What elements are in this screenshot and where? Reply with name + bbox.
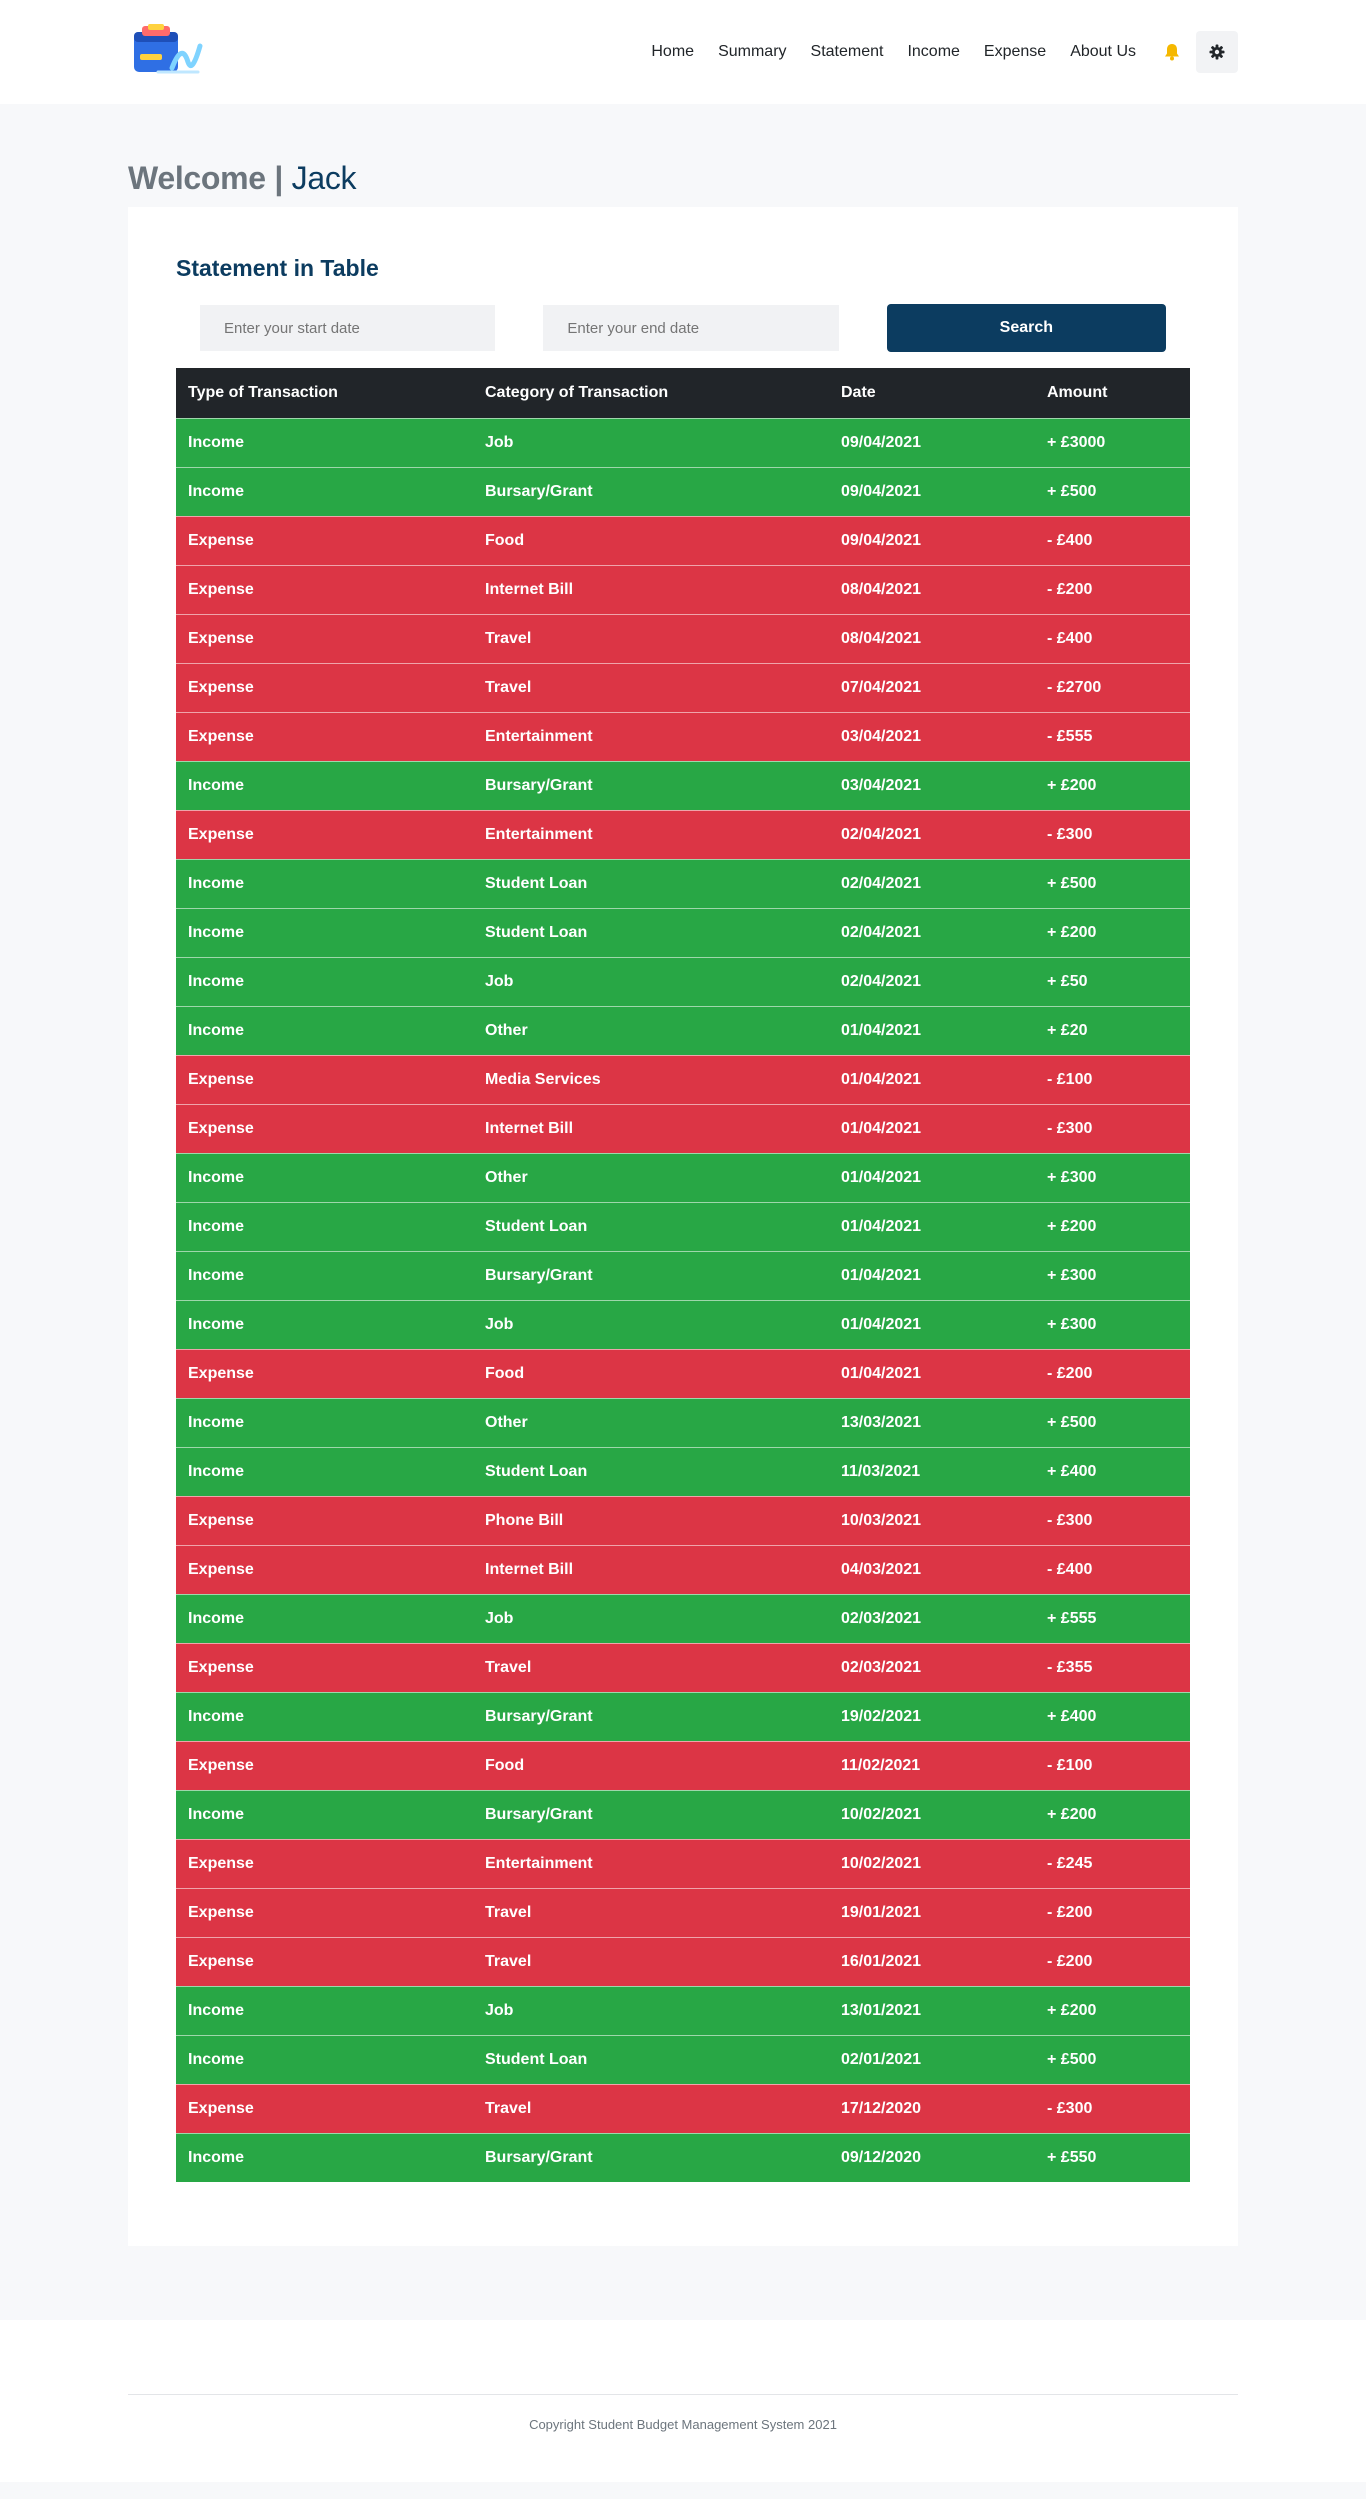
cell-type: Income xyxy=(176,859,473,908)
cell-category: Food xyxy=(473,1349,829,1398)
cell-category: Bursary/Grant xyxy=(473,761,829,810)
cell-category: Job xyxy=(473,1986,829,2035)
cell-category: Job xyxy=(473,1594,829,1643)
cell-amount: + £300 xyxy=(1035,1153,1190,1202)
table-row xyxy=(176,908,1190,957)
table-row xyxy=(176,1643,1190,1692)
cell-type: Income xyxy=(176,1447,473,1496)
table-row xyxy=(176,761,1190,810)
cell-category: Travel xyxy=(473,614,829,663)
cell-date: 01/04/2021 xyxy=(829,1202,1035,1251)
cell-amount: + £400 xyxy=(1035,1447,1190,1496)
cell-date: 19/02/2021 xyxy=(829,1692,1035,1741)
column-header-amount: Amount xyxy=(1035,368,1190,418)
cell-amount: + £500 xyxy=(1035,859,1190,908)
cell-date: 19/01/2021 xyxy=(829,1888,1035,1937)
cell-date: 10/02/2021 xyxy=(829,1839,1035,1888)
cell-date: 01/04/2021 xyxy=(829,1153,1035,1202)
cell-category: Other xyxy=(473,1153,829,1202)
cell-date: 02/01/2021 xyxy=(829,2035,1035,2084)
cell-category: Food xyxy=(473,1741,829,1790)
cell-date: 03/04/2021 xyxy=(829,761,1035,810)
cell-amount: + £500 xyxy=(1035,1398,1190,1447)
date-search-form xyxy=(176,304,1190,352)
cell-type: Income xyxy=(176,1398,473,1447)
nav-income[interactable]: Income xyxy=(907,43,960,60)
cell-type: Income xyxy=(176,908,473,957)
cell-amount: + £50 xyxy=(1035,957,1190,1006)
cell-category: Bursary/Grant xyxy=(473,2133,829,2182)
cell-date: 09/12/2020 xyxy=(829,2133,1035,2182)
cell-amount: - £555 xyxy=(1035,712,1190,761)
cell-type: Income xyxy=(176,1300,473,1349)
cell-amount: - £100 xyxy=(1035,1055,1190,1104)
table-row xyxy=(176,565,1190,614)
gear-icon xyxy=(1209,44,1225,60)
table-row xyxy=(176,1741,1190,1790)
cell-type: Income xyxy=(176,1202,473,1251)
cell-category: Food xyxy=(473,516,829,565)
cell-type: Expense xyxy=(176,663,473,712)
table-row xyxy=(176,1839,1190,1888)
cell-date: 11/02/2021 xyxy=(829,1741,1035,1790)
table-row xyxy=(176,614,1190,663)
footer xyxy=(0,2320,1366,2482)
cell-type: Expense xyxy=(176,712,473,761)
table-row xyxy=(176,1545,1190,1594)
cell-amount: - £300 xyxy=(1035,2084,1190,2133)
table-row xyxy=(176,1349,1190,1398)
column-header-type: Type of Transaction xyxy=(176,368,473,418)
cell-category: Travel xyxy=(473,2084,829,2133)
cell-amount: - £200 xyxy=(1035,1349,1190,1398)
bell-icon[interactable] xyxy=(1162,42,1182,62)
table-row xyxy=(176,467,1190,516)
cell-amount: + £500 xyxy=(1035,2035,1190,2084)
cell-date: 11/03/2021 xyxy=(829,1447,1035,1496)
cell-type: Expense xyxy=(176,1888,473,1937)
cell-type: Income xyxy=(176,1790,473,1839)
footer-divider xyxy=(128,2394,1238,2395)
cell-type: Expense xyxy=(176,1349,473,1398)
cell-type: Income xyxy=(176,957,473,1006)
cell-category: Student Loan xyxy=(473,2035,829,2084)
cell-amount: - £400 xyxy=(1035,614,1190,663)
cell-type: Income xyxy=(176,467,473,516)
cell-date: 01/04/2021 xyxy=(829,1104,1035,1153)
wallet-logo-icon[interactable] xyxy=(128,22,208,82)
cell-amount: - £355 xyxy=(1035,1643,1190,1692)
cell-amount: + £20 xyxy=(1035,1006,1190,1055)
cell-category: Travel xyxy=(473,1888,829,1937)
table-row xyxy=(176,1692,1190,1741)
table-row xyxy=(176,957,1190,1006)
nav-expense[interactable]: Expense xyxy=(983,43,1047,60)
cell-type: Expense xyxy=(176,614,473,663)
cell-date: 13/03/2021 xyxy=(829,1398,1035,1447)
statement-table xyxy=(176,368,1190,2182)
cell-type: Income xyxy=(176,2133,473,2182)
cell-date: 08/04/2021 xyxy=(829,565,1035,614)
navbar xyxy=(0,0,1366,104)
table-row xyxy=(176,1006,1190,1055)
cell-amount: + £200 xyxy=(1035,908,1190,957)
cell-date: 16/01/2021 xyxy=(829,1937,1035,1986)
cell-date: 02/04/2021 xyxy=(829,810,1035,859)
cell-amount: + £555 xyxy=(1035,1594,1190,1643)
cell-date: 02/03/2021 xyxy=(829,1643,1035,1692)
cell-category: Travel xyxy=(473,663,829,712)
table-row xyxy=(176,1496,1190,1545)
table-row xyxy=(176,1398,1190,1447)
footer-copyright: Copyright Student Budget Management System 2021 xyxy=(529,2417,837,2432)
statement-card xyxy=(128,207,1238,2246)
table-header-row xyxy=(176,368,1190,418)
cell-type: Income xyxy=(176,1594,473,1643)
end-date-input[interactable] xyxy=(543,305,838,351)
cell-amount: + £300 xyxy=(1035,1251,1190,1300)
column-header-date: Date xyxy=(829,368,1035,418)
cell-date: 01/04/2021 xyxy=(829,1251,1035,1300)
cell-date: 01/04/2021 xyxy=(829,1349,1035,1398)
cell-type: Expense xyxy=(176,516,473,565)
cell-date: 09/04/2021 xyxy=(829,418,1035,467)
cell-type: Income xyxy=(176,1251,473,1300)
cell-date: 10/02/2021 xyxy=(829,1790,1035,1839)
cell-category: Entertainment xyxy=(473,810,829,859)
cell-amount: + £200 xyxy=(1035,1202,1190,1251)
cell-date: 02/03/2021 xyxy=(829,1594,1035,1643)
settings-button[interactable] xyxy=(1196,31,1238,73)
cell-category: Student Loan xyxy=(473,859,829,908)
table-row xyxy=(176,516,1190,565)
nav-summary[interactable]: Summary xyxy=(718,43,787,60)
table-row xyxy=(176,810,1190,859)
cell-category: Bursary/Grant xyxy=(473,1692,829,1741)
cell-date: 10/03/2021 xyxy=(829,1496,1035,1545)
cell-category: Bursary/Grant xyxy=(473,467,829,516)
cell-category: Student Loan xyxy=(473,1447,829,1496)
cell-type: Income xyxy=(176,1153,473,1202)
cell-date: 09/04/2021 xyxy=(829,467,1035,516)
cell-amount: - £245 xyxy=(1035,1839,1190,1888)
user-name: Jack xyxy=(291,160,357,196)
cell-category: Media Services xyxy=(473,1055,829,1104)
nav-about-us[interactable]: About Us xyxy=(1070,43,1136,60)
cell-category: Other xyxy=(473,1398,829,1447)
cell-date: 04/03/2021 xyxy=(829,1545,1035,1594)
cell-amount: + £500 xyxy=(1035,467,1190,516)
table-row xyxy=(176,1790,1190,1839)
welcome-heading xyxy=(128,160,1238,197)
cell-amount: - £200 xyxy=(1035,1937,1190,1986)
statement-title: Statement in Table xyxy=(176,255,379,281)
cell-date: 02/04/2021 xyxy=(829,859,1035,908)
cell-amount: - £200 xyxy=(1035,1888,1190,1937)
table-row xyxy=(176,1888,1190,1937)
table-row xyxy=(176,1594,1190,1643)
table-row xyxy=(176,1937,1190,1986)
column-header-category: Category of Transaction xyxy=(473,368,829,418)
cell-category: Other xyxy=(473,1006,829,1055)
cell-type: Expense xyxy=(176,1741,473,1790)
cell-amount: + £200 xyxy=(1035,761,1190,810)
cell-amount: - £400 xyxy=(1035,516,1190,565)
cell-date: 13/01/2021 xyxy=(829,1986,1035,2035)
welcome-prefix: Welcome | xyxy=(128,160,292,196)
cell-category: Travel xyxy=(473,1643,829,1692)
cell-date: 02/04/2021 xyxy=(829,908,1035,957)
cell-amount: + £200 xyxy=(1035,1790,1190,1839)
table-row xyxy=(176,1300,1190,1349)
table-row xyxy=(176,1202,1190,1251)
cell-amount: - £200 xyxy=(1035,565,1190,614)
nav-menu xyxy=(627,31,1238,73)
cell-type: Expense xyxy=(176,1937,473,1986)
cell-category: Internet Bill xyxy=(473,1104,829,1153)
cell-type: Expense xyxy=(176,1055,473,1104)
cell-amount: + £400 xyxy=(1035,1692,1190,1741)
cell-category: Entertainment xyxy=(473,712,829,761)
cell-category: Bursary/Grant xyxy=(473,1251,829,1300)
cell-amount: + £200 xyxy=(1035,1986,1190,2035)
cell-date: 03/04/2021 xyxy=(829,712,1035,761)
cell-type: Income xyxy=(176,418,473,467)
cell-date: 07/04/2021 xyxy=(829,663,1035,712)
cell-amount: - £300 xyxy=(1035,810,1190,859)
cell-type: Income xyxy=(176,2035,473,2084)
cell-type: Income xyxy=(176,761,473,810)
cell-type: Income xyxy=(176,1692,473,1741)
table-row xyxy=(176,418,1190,467)
cell-type: Expense xyxy=(176,1643,473,1692)
cell-category: Student Loan xyxy=(473,908,829,957)
cell-amount: - £300 xyxy=(1035,1496,1190,1545)
cell-date: 17/12/2020 xyxy=(829,2084,1035,2133)
cell-category: Job xyxy=(473,418,829,467)
cell-type: Expense xyxy=(176,2084,473,2133)
search-button[interactable]: Search xyxy=(887,304,1166,352)
cell-date: 01/04/2021 xyxy=(829,1006,1035,1055)
table-row xyxy=(176,2084,1190,2133)
cell-category: Phone Bill xyxy=(473,1496,829,1545)
cell-date: 01/04/2021 xyxy=(829,1055,1035,1104)
table-row xyxy=(176,2133,1190,2182)
cell-date: 08/04/2021 xyxy=(829,614,1035,663)
cell-amount: + £300 xyxy=(1035,1300,1190,1349)
cell-category: Travel xyxy=(473,1937,829,1986)
cell-category: Job xyxy=(473,957,829,1006)
cell-category: Internet Bill xyxy=(473,1545,829,1594)
cell-amount: - £100 xyxy=(1035,1741,1190,1790)
cell-type: Expense xyxy=(176,1496,473,1545)
cell-type: Expense xyxy=(176,1839,473,1888)
cell-amount: - £400 xyxy=(1035,1545,1190,1594)
table-row xyxy=(176,1986,1190,2035)
cell-amount: + £550 xyxy=(1035,2133,1190,2182)
cell-category: Bursary/Grant xyxy=(473,1790,829,1839)
table-row xyxy=(176,859,1190,908)
cell-type: Expense xyxy=(176,565,473,614)
cell-type: Expense xyxy=(176,810,473,859)
cell-amount: - £2700 xyxy=(1035,663,1190,712)
table-row xyxy=(176,1104,1190,1153)
table-row xyxy=(176,1447,1190,1496)
start-date-input[interactable] xyxy=(200,305,495,351)
cell-type: Expense xyxy=(176,1545,473,1594)
nav-home[interactable]: Home xyxy=(651,43,695,60)
table-row xyxy=(176,663,1190,712)
main-content xyxy=(0,104,1366,2320)
cell-type: Expense xyxy=(176,1104,473,1153)
cell-date: 01/04/2021 xyxy=(829,1300,1035,1349)
table-row xyxy=(176,1055,1190,1104)
table-row xyxy=(176,712,1190,761)
cell-date: 02/04/2021 xyxy=(829,957,1035,1006)
cell-category: Student Loan xyxy=(473,1202,829,1251)
cell-type: Income xyxy=(176,1986,473,2035)
cell-type: Income xyxy=(176,1006,473,1055)
cell-date: 09/04/2021 xyxy=(829,516,1035,565)
table-row xyxy=(176,1251,1190,1300)
cell-category: Entertainment xyxy=(473,1839,829,1888)
cell-amount: + £3000 xyxy=(1035,418,1190,467)
nav-statement[interactable]: Statement xyxy=(810,43,884,60)
cell-category: Internet Bill xyxy=(473,565,829,614)
table-row xyxy=(176,2035,1190,2084)
cell-category: Job xyxy=(473,1300,829,1349)
statement-table-body xyxy=(176,418,1190,2182)
table-row xyxy=(176,1153,1190,1202)
cell-amount: - £300 xyxy=(1035,1104,1190,1153)
